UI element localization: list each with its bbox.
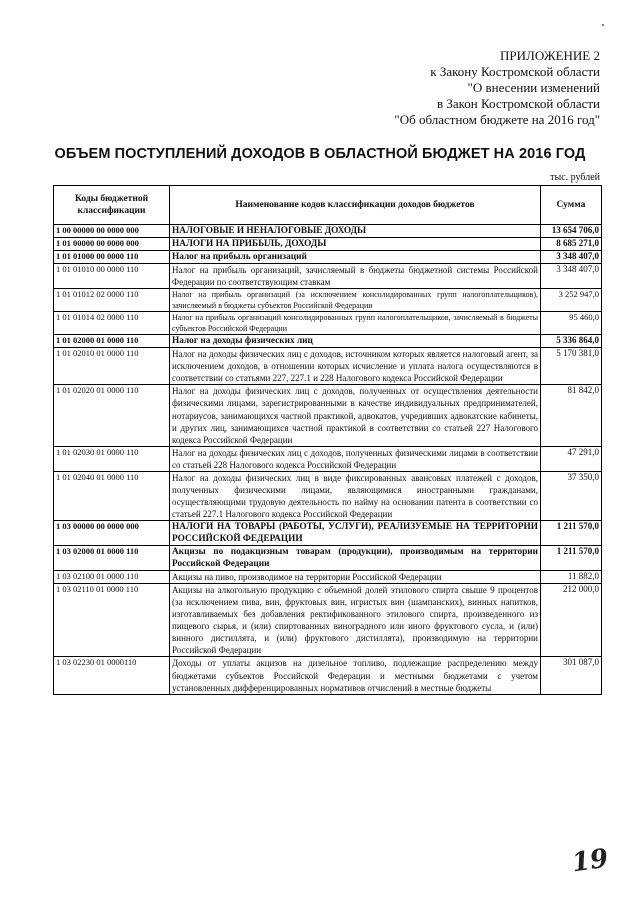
table-row bbox=[54, 571, 602, 584]
table-row bbox=[54, 225, 602, 238]
row-name: Акцизы по подакцизным товарам (продукции), производимым на территории Российской Федерации bbox=[170, 546, 541, 571]
row-amount: 8 685 271,0 bbox=[541, 238, 602, 251]
appendix-header bbox=[330, 48, 600, 128]
table-row bbox=[54, 657, 602, 694]
handwritten-page-number: 19 bbox=[570, 843, 611, 879]
row-name: НАЛОГИ НА ПРИБЫЛЬ, ДОХОДЫ bbox=[170, 238, 541, 251]
row-code: 1 01 00000 00 0000 000 bbox=[54, 238, 170, 251]
header-code: Коды бюджетной классификации bbox=[54, 186, 170, 225]
row-code: 1 01 02030 01 0000 110 bbox=[54, 446, 170, 471]
row-code: 1 01 02000 01 0000 110 bbox=[54, 335, 170, 348]
row-name: НАЛОГОВЫЕ И НЕНАЛОГОВЫЕ ДОХОДЫ bbox=[170, 225, 541, 238]
row-name: Доходы от уплаты акцизов на дизельное топливо, подлежащие распределению между бюджетами субъектов Российской Федерации и местными бюджетами с учетом установленных дифференцированных нормативов отчислений в местные бюджеты bbox=[170, 657, 541, 694]
row-code: 1 01 01012 02 0000 110 bbox=[54, 289, 170, 312]
row-name: Налог на доходы физических лиц с доходов, источником которых является налоговый агент, за исключением доходов, в отношении которых исчисление и уплата налога осуществляются в соответствии со статьями 227, 227.1 и 228 Налогового кодекса Российской Федерации bbox=[170, 348, 541, 385]
row-code: 1 01 01000 00 0000 110 bbox=[54, 251, 170, 264]
row-amount: 3 252 947,0 bbox=[541, 289, 602, 312]
table-row bbox=[54, 520, 602, 545]
row-amount: 11 882,0 bbox=[541, 571, 602, 584]
row-name: Налог на доходы физических лиц с доходов, полученных от осуществления деятельности физическими лицами, зарегистрированными в качестве индивидуальных предпринимателей, нотариусов, занимающихся частной практикой, адвокатов, учредивших адвокатские кабинеты, и других лиц, занимающихся частной практикой в соответствии со статьей 227 Налогового кодекса Российской Федерации bbox=[170, 385, 541, 446]
row-code: 1 03 02100 01 0000 110 bbox=[54, 571, 170, 584]
table-row bbox=[54, 546, 602, 571]
row-amount: 47 291,0 bbox=[541, 446, 602, 471]
row-amount: 5 170 381,0 bbox=[541, 348, 602, 385]
row-amount: 3 348 407,0 bbox=[541, 251, 602, 264]
table-row bbox=[54, 289, 602, 312]
table-header-row bbox=[54, 186, 602, 225]
row-code: 1 03 02110 01 0000 110 bbox=[54, 584, 170, 657]
row-amount: 301 087,0 bbox=[541, 657, 602, 694]
table-row bbox=[54, 251, 602, 264]
row-name: НАЛОГИ НА ТОВАРЫ (РАБОТЫ, УСЛУГИ), РЕАЛИЗУЕМЫЕ НА ТЕРРИТОРИИ РОССИЙСКОЙ ФЕДЕРАЦИИ bbox=[170, 520, 541, 545]
table-row bbox=[54, 264, 602, 289]
row-code: 1 03 00000 00 0000 000 bbox=[54, 520, 170, 545]
row-code: 1 00 00000 00 0000 000 bbox=[54, 225, 170, 238]
scan-dot bbox=[602, 24, 604, 26]
row-name: Налог на доходы физических лиц с доходов, полученных физическими лицами в соответствии со статьей 228 Налогового кодекса Российской Федерации bbox=[170, 446, 541, 471]
table-row bbox=[54, 312, 602, 335]
header-name: Наименование кодов классификации доходов бюджетов bbox=[170, 186, 541, 225]
row-code: 1 01 02040 01 0000 110 bbox=[54, 471, 170, 520]
row-name: Акцизы на пиво, производимое на территории Российской Федерации bbox=[170, 571, 541, 584]
row-code: 1 01 02020 01 0000 110 bbox=[54, 385, 170, 446]
table-row bbox=[54, 471, 602, 520]
row-amount: 212 000,0 bbox=[541, 584, 602, 657]
table-row bbox=[54, 238, 602, 251]
row-amount: 37 350,0 bbox=[541, 471, 602, 520]
row-amount: 5 336 864,0 bbox=[541, 335, 602, 348]
row-amount: 13 654 706,0 bbox=[541, 225, 602, 238]
table-row bbox=[54, 335, 602, 348]
table-row bbox=[54, 385, 602, 446]
row-code: 1 03 02000 01 0000 110 bbox=[54, 546, 170, 571]
row-name: Налог на прибыль организаций консолидированных групп налогоплательщиков, зачисляемый в бюджеты субъектов Российской Федерации bbox=[170, 312, 541, 335]
table-row bbox=[54, 446, 602, 471]
row-code: 1 01 02010 01 0000 110 bbox=[54, 348, 170, 385]
row-code: 1 03 02230 01 0000110 bbox=[54, 657, 170, 694]
revenue-table bbox=[53, 185, 602, 695]
row-name: Налог на прибыль организаций (за исключением консолидированных групп налогоплательщиков), зачисляемый в бюджеты субъектов Российской Федерации bbox=[170, 289, 541, 312]
row-name: Акцизы на алкогольную продукцию с объемной долей этилового спирта свыше 9 процентов (за исключением пива, вин, фруктовых вин, игристых вин (шампанских), винных напитков, изготавливаемых без добавления ректификованного этилового спирта, произведенного из пищевого сырья, и (или) спиртованных виноградного или иного фруктового сусла, и (или) винного дистиллята, и (или) фруктового дистиллята), производимую на территории Российской Федерации bbox=[170, 584, 541, 657]
row-amount: 3 348 407,0 bbox=[541, 264, 602, 289]
row-name: Налог на доходы физических лиц bbox=[170, 335, 541, 348]
row-code: 1 01 01010 00 0000 110 bbox=[54, 264, 170, 289]
appendix-line: "О внесении изменений bbox=[467, 80, 600, 95]
row-amount: 1 211 570,0 bbox=[541, 546, 602, 571]
table-row bbox=[54, 348, 602, 385]
row-amount: 1 211 570,0 bbox=[541, 520, 602, 545]
appendix-line: ПРИЛОЖЕНИЕ 2 bbox=[500, 48, 600, 63]
unit-label: тыс. рублей bbox=[550, 172, 600, 183]
row-amount: 95 460,0 bbox=[541, 312, 602, 335]
row-code: 1 01 01014 02 0000 110 bbox=[54, 312, 170, 335]
header-sum: Сумма bbox=[541, 186, 602, 225]
row-name: Налог на прибыль организаций, зачисляемый в бюджеты бюджетной системы Российской Федерации по соответствующим ставкам bbox=[170, 264, 541, 289]
row-amount: 81 842,0 bbox=[541, 385, 602, 446]
document-title: ОБЪЕМ ПОСТУПЛЕНИЙ ДОХОДОВ В ОБЛАСТНОЙ БЮДЖЕТ НА 2016 ГОД bbox=[54, 146, 586, 162]
table-row bbox=[54, 584, 602, 657]
row-name: Налог на прибыль организаций bbox=[170, 251, 541, 264]
appendix-line: "Об областном бюджете на 2016 год" bbox=[394, 112, 600, 127]
appendix-line: к Закону Костромской области bbox=[430, 64, 600, 79]
appendix-line: в Закон Костромской области bbox=[436, 96, 600, 111]
row-name: Налог на доходы физических лиц в виде фиксированных авансовых платежей с доходов, полученных физическими лицами, являющимися иностранными гражданами, осуществляющими трудовую деятельность по найму на основании патента в соответствии со статьей 227.1 Налогового кодекса Российской Федерации bbox=[170, 471, 541, 520]
